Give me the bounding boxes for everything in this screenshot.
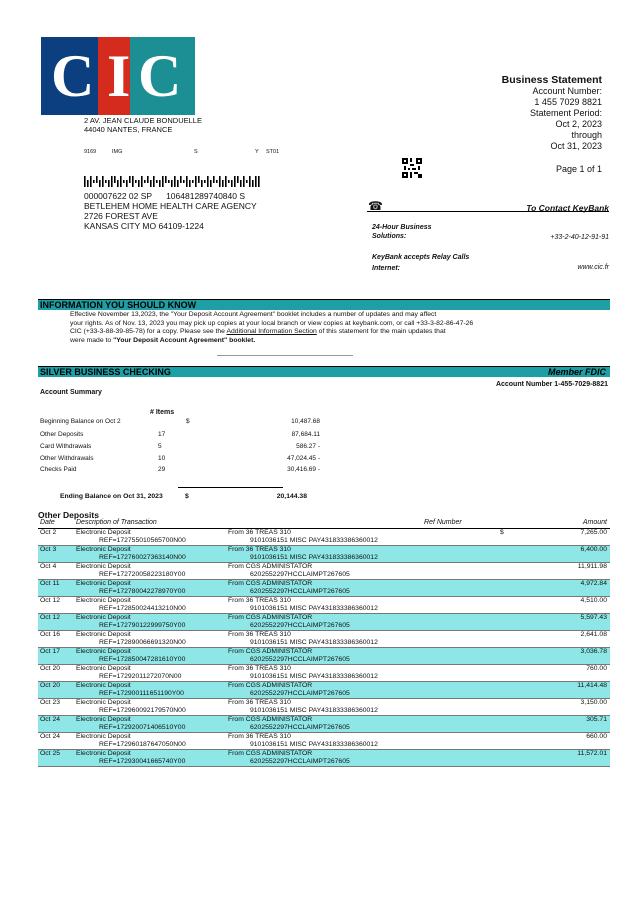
customer-address (84, 191, 257, 231)
cell-description: Electronic Deposit (76, 529, 131, 536)
cell-date: Oct 2 (40, 529, 57, 536)
account-number-label: Account Number: (532, 86, 602, 96)
internet-label: Internet: (372, 265, 400, 272)
cell-ref: REF=172850024413210N00 (99, 605, 186, 612)
cell-description: Electronic Deposit (76, 631, 131, 638)
cell-amount: 4,972.84 (580, 580, 607, 587)
cell-description: Electronic Deposit (76, 580, 131, 587)
cell-date: Oct 25 (40, 750, 61, 757)
checking-account-number: Account Number 1-455-7029-8821 (495, 381, 608, 388)
table-row (38, 682, 610, 699)
cell-description: Electronic Deposit (76, 682, 131, 689)
cell-from: From CGS ADMINISTATOR (228, 750, 313, 757)
cell-misc: 9101036151 MISC PAY431833386360012 (250, 537, 378, 544)
cell-from: From 36 TREAS 310 (228, 665, 291, 672)
items-header: # Items (150, 409, 175, 416)
table-row (38, 750, 610, 767)
contact-divider (367, 211, 609, 212)
bank-address-line1: 2 AV. JEAN CLAUDE BONDUELLE (84, 116, 202, 125)
ending-balance-amount: 20,144.38 (276, 493, 307, 500)
cell-from: From 36 TREAS 310 (228, 546, 291, 553)
info-section-title: INFORMATION YOU SHOULD KNOW (38, 299, 610, 310)
bank-address-line2: 44040 NANTES, FRANCE (84, 125, 173, 134)
cell-misc: 9101036151 MISC PAY431833386360012 (250, 673, 378, 680)
ending-balance-label: Ending Balance on Oct 31, 2023 (60, 493, 163, 500)
col-ref-number: Ref Number (424, 519, 462, 526)
cell-amount: 3,150.00 (580, 699, 607, 706)
table-row (38, 563, 610, 580)
cell-amount: 7,265.00 (580, 529, 607, 536)
logo-letter-c1: C (51, 43, 95, 109)
table-row (38, 665, 610, 682)
contact-title: To Contact KeyBank (526, 203, 609, 213)
cell-description: Electronic Deposit (76, 546, 131, 553)
customer-street: 2726 FOREST AVE (84, 211, 158, 221)
cell-ref: REF=172900111651190Y00 (99, 690, 184, 697)
cell-from: From CGS ADMINISTATOR (228, 716, 313, 723)
cell-ref: REF=17292011272070N00 (99, 673, 182, 680)
cell-ref: REF=172890066691320N00 (99, 639, 186, 646)
bank-logo (41, 37, 195, 115)
page-number: Page 1 of 1 (555, 164, 602, 174)
cell-amount: 11,572.01 (577, 750, 607, 757)
cell-amount: 6,400.00 (580, 546, 607, 553)
cell-date: Oct 3 (40, 546, 57, 553)
mail-codes (84, 149, 284, 157)
relay-line1: KeyBank accepts Relay Calls (372, 254, 470, 261)
table-row (38, 733, 610, 750)
checking-title: SILVER BUSINESS CHECKING (40, 367, 171, 377)
cell-from: From CGS ADMINISTATOR (228, 614, 313, 621)
cell-from: From CGS ADMINISTATOR (228, 682, 313, 689)
table-row (38, 648, 610, 665)
postal-barcode-icon (84, 176, 264, 187)
cell-description: Electronic Deposit (76, 750, 131, 757)
cell-ref: REF=172850047281610Y00 (99, 656, 186, 663)
logo-letter-c2: C (138, 43, 182, 109)
code-5: ST01 (266, 149, 280, 155)
cell-from: From 36 TREAS 310 (228, 597, 291, 604)
cell-misc: 6202552297HCCLAIMPT267605 (250, 758, 350, 765)
cell-date: Oct 11 (40, 580, 60, 587)
cell-misc: 9101036151 MISC PAY431833386360012 (250, 639, 378, 646)
summary-row: Beginning Balance on Oct 2 $ 10,487.68 (40, 418, 320, 425)
cell-from: From 36 TREAS 310 (228, 699, 291, 706)
statement-header (432, 75, 602, 152)
cell-amount: 11,911.98 (577, 563, 607, 570)
cell-description: Electronic Deposit (76, 699, 131, 706)
cell-date: Oct 23 (40, 699, 61, 706)
cell-misc: 6202552297HCCLAIMPT267605 (250, 690, 350, 697)
cell-date: Oct 12 (40, 597, 61, 604)
summary-row: Card Withdrawals 5 586.27 - (40, 443, 320, 450)
website-link[interactable]: www.cic.fr (577, 264, 609, 271)
info-line2: your rights. As of Nov. 13, 2023 you may pick up copies at your local branch or view copies at keybank.com, or call +33-3-82-86-47-26 (70, 319, 474, 327)
cell-description: Electronic Deposit (76, 716, 131, 723)
cell-ref: REF=172790122999750Y00 (99, 622, 186, 629)
customer-name: BETLEHEM HOME HEALTH CARE AGENCY (84, 201, 257, 211)
cell-from: From CGS ADMINISTATOR (228, 563, 313, 570)
cell-ref: REF=172760027363140N00 (99, 554, 186, 561)
code-4: Y (255, 149, 259, 155)
cell-misc: 6202552297HCCLAIMPT267605 (250, 588, 350, 595)
cell-date: Oct 12 (40, 614, 61, 621)
phone-icon: ☎ (368, 199, 383, 213)
period-through: through (571, 130, 602, 140)
cell-misc: 9101036151 MISC PAY431833386360012 (250, 741, 378, 748)
cell-misc: 6202552297HCCLAIMPT267605 (250, 622, 350, 629)
info-line4: were made to "Your Deposit Account Agreement" booklet. (70, 337, 256, 345)
business-solutions-line1: 24-Hour Business (372, 224, 432, 231)
cell-date: Oct 16 (40, 631, 61, 638)
cell-amount: 11,414.48 (577, 682, 607, 689)
bank-address (84, 116, 202, 134)
other-deposits-title: Other Deposits (38, 510, 99, 520)
cell-date: Oct 24 (40, 716, 61, 723)
account-summary-label: Account Summary (40, 389, 102, 396)
cell-amount: 2,641.08 (580, 631, 607, 638)
col-description: Description of Transaction (76, 519, 157, 526)
cell-description: Electronic Deposit (76, 614, 131, 621)
period-end: Oct 31, 2023 (550, 141, 602, 151)
ending-balance-row: Ending Balance on Oct 31, 2023 $ 20,144.38 (60, 493, 307, 500)
cell-from: From 36 TREAS 310 (228, 529, 291, 536)
cell-ref: REF=172780042278970Y00 (99, 588, 186, 595)
summary-row: Checks Paid 29 30,416.69 - (40, 466, 320, 473)
summary-divider (178, 487, 283, 488)
code-1: 9169 (84, 149, 97, 155)
code-3: S (194, 149, 198, 155)
checking-section-title (38, 366, 610, 377)
summary-row: Other Withdrawals 10 47,024.45 - (40, 455, 320, 462)
cell-amount: 4,510.00 (580, 597, 607, 604)
info-divider (217, 355, 353, 356)
business-solutions-phone[interactable]: +33-2-40-12-91-91 (550, 234, 609, 241)
cell-ref: REF=172930041665740Y00 (99, 758, 186, 765)
cell-ref: REF=172720058223180Y00 (99, 571, 186, 578)
cell-ref: REF=172960187647050N00 (99, 741, 186, 748)
cell-misc: 6202552297HCCLAIMPT267605 (250, 724, 350, 731)
business-solutions-label (372, 223, 432, 241)
cell-misc: 9101036151 MISC PAY431833386360012 (250, 605, 378, 612)
cell-ref: REF=172755010565700N00 (99, 537, 186, 544)
info-body (70, 311, 590, 346)
table-row (38, 529, 610, 546)
qr-code-icon (402, 158, 422, 178)
statement-title: Business Statement (501, 74, 602, 86)
cell-from: From 36 TREAS 310 (228, 733, 291, 740)
table-row (38, 631, 610, 648)
col-date: Date (40, 519, 55, 526)
period-start: Oct 2, 2023 (555, 119, 602, 129)
cell-amount: 760.00 (586, 665, 607, 672)
cell-ref: REF=172960092179570N00 (99, 707, 186, 714)
table-row (38, 716, 610, 733)
table-row (38, 614, 610, 631)
cell-date: Oct 17 (40, 648, 61, 655)
col-amount: Amount (582, 519, 607, 526)
cell-from: From CGS ADMINISTATOR (228, 580, 313, 587)
cell-misc: 9101036151 MISC PAY431833386360012 (250, 554, 378, 561)
business-solutions-line2: Solutions: (372, 233, 407, 240)
cell-from: From CGS ADMINISTATOR (228, 648, 313, 655)
customer-city: KANSAS CITY MO 64109-1224 (84, 221, 204, 231)
cell-date: Oct 20 (40, 682, 61, 689)
cell-description: Electronic Deposit (76, 648, 131, 655)
fdic-label: Member FDIC (547, 367, 606, 377)
cell-ref: REF=172920071406510Y00 (99, 724, 186, 731)
statement-period-label: Statement Period: (529, 108, 602, 118)
relay-calls-label (372, 252, 469, 274)
cell-misc: 9101036151 MISC PAY431833386360012 (250, 707, 378, 714)
customer-line1: 000007622 02 SP 106481289740840 S (84, 191, 246, 201)
cell-misc: 6202552297HCCLAIMPT267605 (250, 656, 350, 663)
cell-amount: 3,036.78 (580, 648, 607, 655)
summary-row: Other Deposits 17 87,684.11 (40, 431, 320, 438)
logo-letter-i: I (107, 43, 131, 109)
cell-amount: 5,597.43 (580, 614, 607, 621)
table-row (38, 546, 610, 563)
cell-description: Electronic Deposit (76, 563, 131, 570)
cell-from: From 36 TREAS 310 (228, 631, 291, 638)
cell-date: Oct 4 (40, 563, 57, 570)
deposits-table-header (38, 519, 610, 529)
account-number: 1 455 7029 8821 (534, 97, 602, 107)
cell-amount: 660.00 (586, 733, 607, 740)
info-line3: CIC (+33-3-88-39-85-78) for a copy. Please see the Additional Information Section of this statement for the main updates that (70, 328, 446, 336)
cell-description: Electronic Deposit (76, 597, 131, 604)
info-line1: Effective November 13,2023, the "Your Deposit Account Agreement" booklet includes a number of updates and may affect (70, 311, 437, 318)
code-2: IMG (112, 149, 123, 155)
cell-dollar: $ (500, 529, 504, 536)
table-row (38, 580, 610, 597)
cell-amount: 305.71 (586, 716, 607, 723)
table-row (38, 699, 610, 716)
cell-description: Electronic Deposit (76, 733, 131, 740)
cell-date: Oct 24 (40, 733, 61, 740)
cell-date: Oct 20 (40, 665, 61, 672)
table-row (38, 597, 610, 614)
cell-misc: 6202552297HCCLAIMPT267605 (250, 571, 350, 578)
cell-description: Electronic Deposit (76, 665, 131, 672)
additional-info-link[interactable]: Additional Information Section (226, 328, 317, 336)
